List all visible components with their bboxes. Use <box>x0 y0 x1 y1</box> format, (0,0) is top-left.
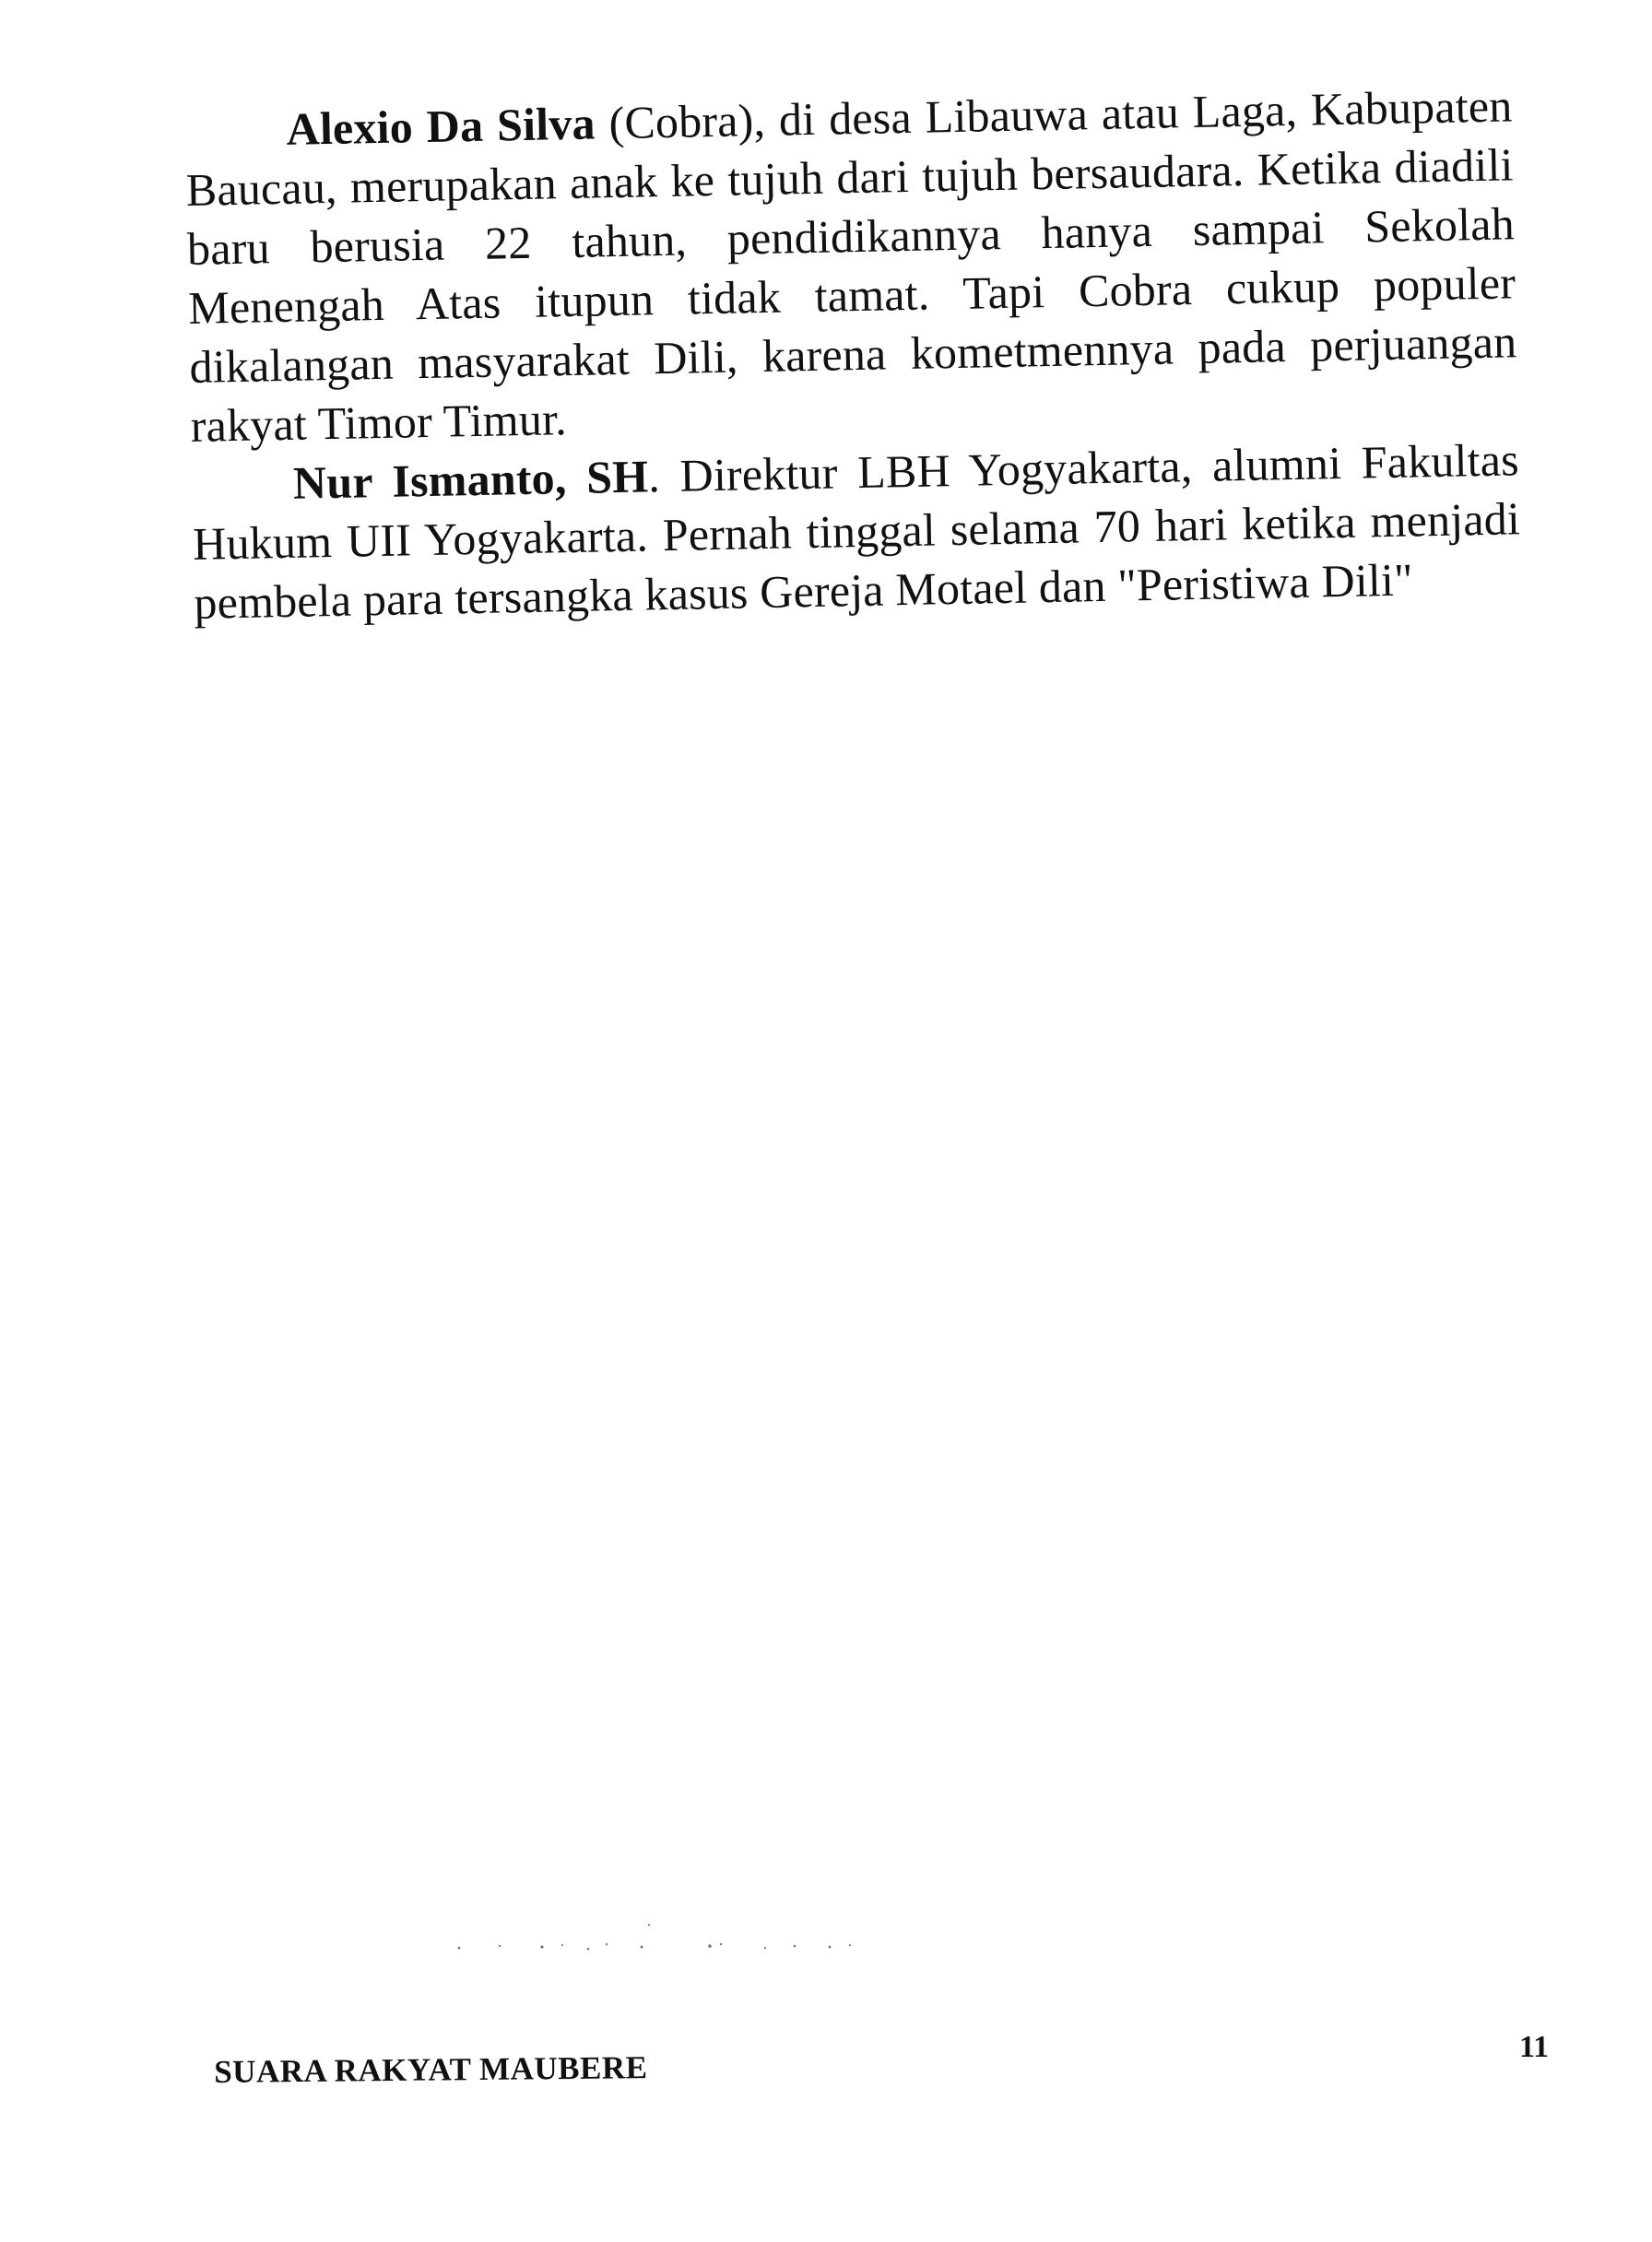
body-text <box>184 76 1522 632</box>
scan-speckles <box>452 1922 876 1959</box>
paragraph-body: . Direktur LBH Yogyakarta, alumni Fakultas Hukum UII Yogyakarta. Pernah tinggal selama 70 hari ketika menjadi pembela para tersangka kasus Gereja Motael dan "Peristiwa Dili" <box>192 433 1521 629</box>
paragraph-lead-name: Nur Ismanto, SH <box>292 450 649 509</box>
paragraph-alexio-da-silva <box>184 76 1518 455</box>
page-number: 11 <box>1519 2030 1550 2064</box>
paragraph-lead-name: Alexio Da Silva <box>286 97 596 155</box>
publication-title: SUARA RAKYAT MAUBERE <box>214 2049 648 2090</box>
paragraph-body: (Cobra), di desa Libauwa atau Laga, Kabupaten Baucau, merupakan anak ke tujuh dari tujuh bersaudara. Ketika diadili baru berusia 22 tahun, pendidikannya hanya sampai Sekolah Menengah Atas itupun tidak tamat. Tapi Cobra cukup populer dikalangan masyarakat Dili, karena kometmennya pada perjuangan rakyat Timor Timur. <box>185 79 1517 452</box>
paragraph-nur-ismanto <box>191 430 1521 632</box>
